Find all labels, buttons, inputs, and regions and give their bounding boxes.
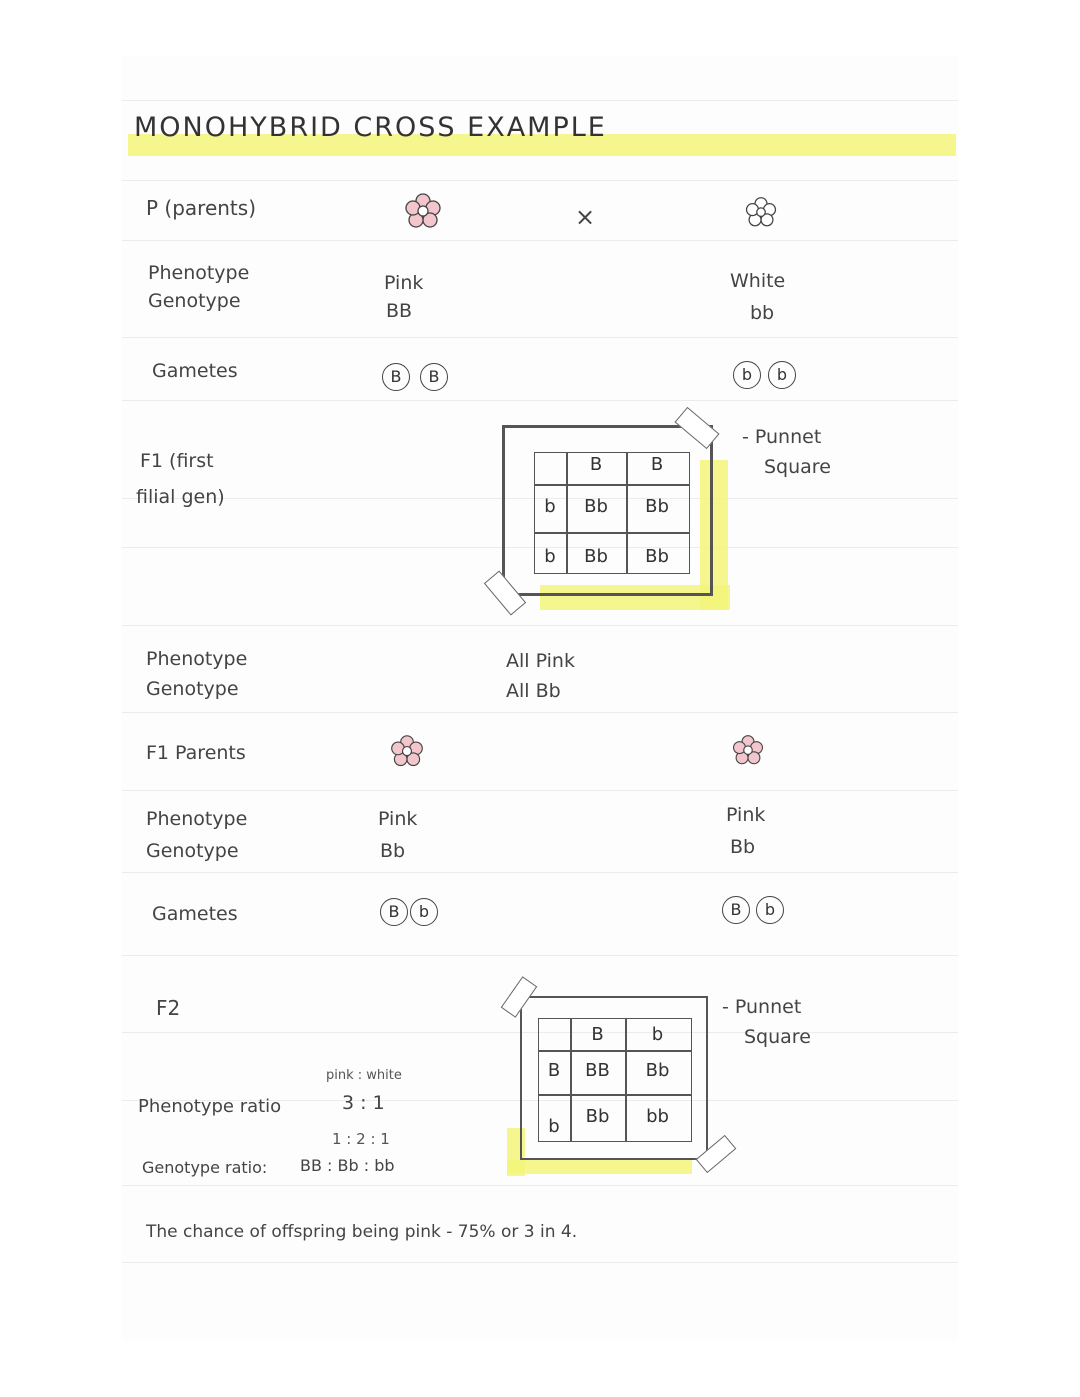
f1-parent-right-phenotype: Pink — [726, 804, 766, 826]
f1-genotype-result: All Bb — [506, 680, 561, 702]
gamete-circle: B — [382, 363, 410, 391]
punnett-header: B — [591, 1024, 604, 1045]
f1-phenotype-label: Phenotype — [146, 648, 248, 670]
punnett-header: B — [589, 454, 603, 475]
gamete-circle: B — [722, 896, 750, 924]
punnett-header: b — [544, 496, 556, 517]
pink-flower-icon — [403, 192, 443, 232]
f1-phenotype-result: All Pink — [506, 650, 575, 672]
f1-parent-right-genotype: Bb — [730, 836, 756, 858]
f1-label-line1: F1 (first — [140, 450, 214, 472]
punnett-cell: BB — [585, 1060, 610, 1081]
f2-punnett-note: - Punnet — [722, 996, 802, 1018]
parents-label: P (parents) — [146, 196, 256, 220]
f1-parents-genotype-label: Genotype — [146, 840, 239, 862]
f2-punnett-note: Square — [744, 1026, 811, 1048]
genotype-ratio-values: BB : Bb : bb — [300, 1156, 395, 1175]
genotype-ratio-label: Genotype ratio: — [142, 1158, 268, 1177]
punnett-cell: Bb — [645, 546, 669, 567]
punnett-header: b — [548, 1116, 560, 1137]
gamete-circle: B — [380, 898, 408, 926]
f1-parents-label: F1 Parents — [146, 742, 246, 764]
punnett-cell: Bb — [585, 1106, 610, 1127]
f1-parents-phenotype-label: Phenotype — [146, 808, 248, 830]
punnett-cell: Bb — [645, 496, 669, 517]
parents-gametes-label: Gametes — [152, 360, 238, 382]
gamete-circle: B — [420, 363, 448, 391]
phenotype-ratio-label: Phenotype ratio — [138, 1096, 282, 1117]
punnett-cell: Bb — [645, 1060, 670, 1081]
punnett-cell: bb — [646, 1106, 669, 1127]
parent-right-genotype: bb — [750, 302, 775, 324]
punnett-header: B — [650, 454, 664, 475]
pink-flower-icon — [389, 734, 425, 770]
conclusion-text: The chance of offspring being pink - 75% or 3 in 4. — [146, 1222, 578, 1242]
gamete-circle: b — [410, 898, 438, 926]
punnett-header: b — [651, 1024, 664, 1045]
parent-right-phenotype: White — [730, 270, 786, 292]
f1-parent-left-phenotype: Pink — [378, 808, 418, 830]
genotype-ratio-numbers: 1 : 2 : 1 — [332, 1130, 390, 1148]
f1-punnett-note: - Punnet — [742, 426, 822, 448]
gamete-circle: b — [756, 896, 784, 924]
ratio-header: pink : white — [326, 1068, 402, 1083]
parents-genotype-label: Genotype — [148, 290, 241, 312]
f1-punnett-note: Square — [764, 456, 831, 478]
f1-genotype-label: Genotype — [146, 678, 239, 700]
punnett-cell: Bb — [584, 496, 608, 517]
parents-phenotype-label: Phenotype — [148, 262, 250, 284]
punnett-cell: Bb — [584, 546, 608, 567]
cross-symbol: × — [575, 203, 596, 231]
f2-label: F2 — [156, 996, 181, 1020]
white-flower-icon — [744, 196, 778, 230]
gamete-circle: b — [733, 361, 761, 389]
gamete-circle: b — [768, 361, 796, 389]
f1-parents-gametes-label: Gametes — [152, 903, 238, 925]
punnett-header: B — [547, 1060, 561, 1081]
parent-left-genotype: BB — [386, 300, 413, 322]
f2-punnett-highlight — [507, 1160, 692, 1174]
page-title: MONOHYBRID CROSS EXAMPLE — [134, 112, 607, 143]
f1-parent-left-genotype: Bb — [380, 840, 406, 862]
pink-flower-icon — [731, 734, 765, 768]
punnett-header: b — [544, 546, 556, 567]
f1-label-line2: filial gen) — [136, 486, 225, 508]
phenotype-ratio-value: 3 : 1 — [342, 1092, 385, 1114]
parent-left-phenotype: Pink — [384, 272, 424, 294]
